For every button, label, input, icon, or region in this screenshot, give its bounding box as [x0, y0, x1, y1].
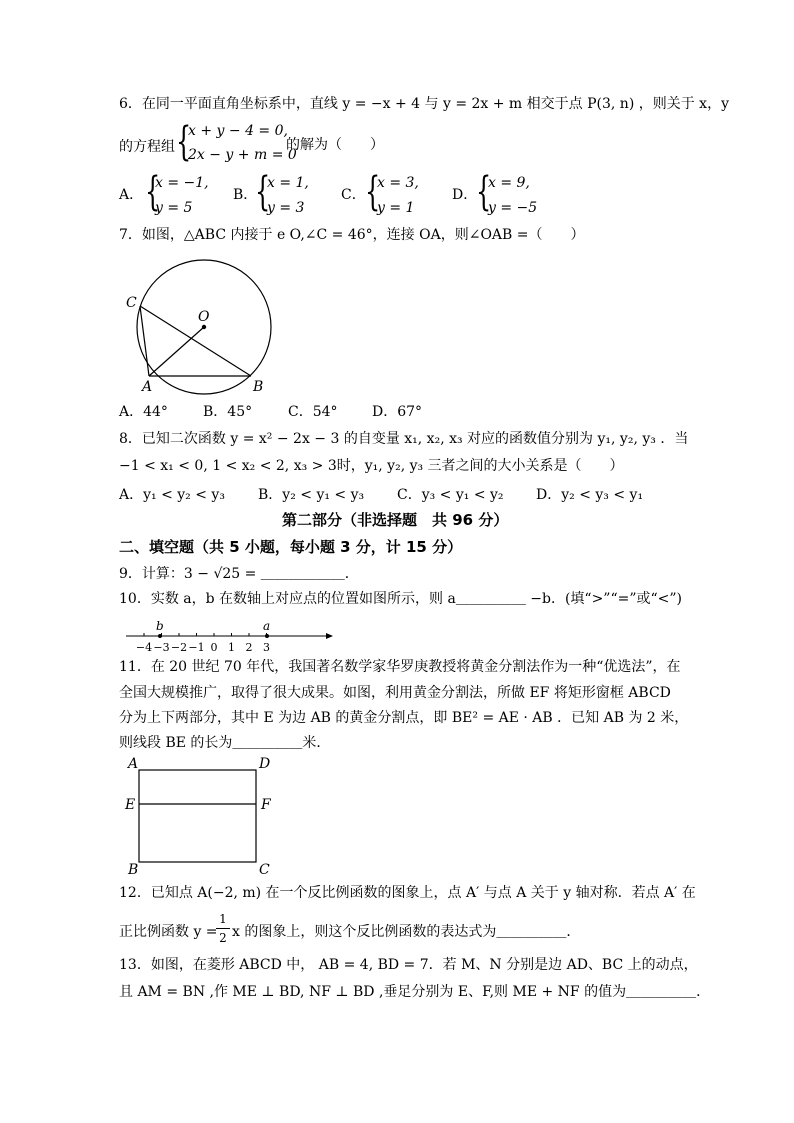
q6-option-d-brace: {: [476, 169, 492, 215]
segment-cb: [140, 306, 251, 376]
label-a: A: [128, 756, 139, 772]
q13-line2: 且 AM = BN ,作 ME ⊥ BD, NF ⊥ BD ,垂足分别为 E、F,则 ME + NF 的值为＿＿＿＿＿．: [119, 984, 711, 1000]
label-c: C: [126, 295, 137, 311]
label-b: B: [253, 379, 264, 395]
q12-frac-num: 1: [219, 912, 227, 926]
q6-option-a-brace: {: [145, 169, 161, 215]
q12-frac-den: 2: [219, 931, 227, 945]
q6-option-a-x: x = −1,: [155, 175, 209, 191]
label-f: F: [261, 797, 271, 813]
q12-line2-suffix: x 的图象上，则这个反比例函数的表达式为＿＿＿＿＿．: [232, 924, 581, 940]
label-e: E: [125, 797, 136, 813]
q11-line1: 11．在 20 世纪 70 年代，我国著名数学家华罗庚教授将黄金分割法作为一种“优选法”，在: [119, 659, 681, 675]
q7-option-a: A．44°: [119, 404, 168, 420]
q13-line1: 13．如图，在菱形 ABCD 中， AB = 4, BD = 7．若 M、N 分别是边 AD、BC 上的动点，: [119, 957, 698, 973]
q6-system-suffix: 的解为（ ）: [286, 137, 384, 153]
tick-label: 0: [210, 641, 218, 654]
q8-line1: 8．已知二次函数 y = x² − 2x − 3 的自变量 x₁, x₂, x₃ 对应的函数值分别为 y₁, y₂, y₃ ．当: [119, 431, 689, 447]
q6-eq2: 2x − y + m = 0: [188, 147, 297, 163]
q10-stem: 10．实数 a，b 在数轴上对应点的位置如图所示，则 a＿＿＿＿＿ −b．(填“>”“=”或“<”): [119, 591, 683, 607]
point-a-label: a: [263, 619, 271, 633]
segment-ca: [140, 306, 149, 376]
q11-rectangle-figure: [120, 752, 280, 880]
segment-oa: [149, 327, 204, 376]
tick-label: 1: [228, 641, 235, 654]
q11-line2: 全国大规模推广，取得了很大成果。如图，利用黄金分割法，所做 EF 将矩形窗框 ABCD: [119, 685, 671, 701]
tick-label: −4: [135, 641, 153, 654]
q6-option-b-x: x = 1,: [267, 175, 309, 191]
q6-option-d-x: x = 9,: [488, 175, 530, 191]
tick-label: 2: [245, 641, 253, 654]
q8-option-b: B．y₂ < y₁ < y₃: [258, 487, 365, 503]
point-b-label: b: [156, 619, 164, 633]
q6-line1: 6．在同一平面直角坐标系中，直线 y = −x + 4 与 y = 2x + m 相交于点 P(3, n) ，则关于 x，y: [119, 96, 729, 112]
q6-option-c-y: y = 1: [377, 200, 415, 216]
q6-system-prefix: 的方程组: [119, 139, 175, 155]
q8-option-a: A．y₁ < y₂ < y₃: [119, 487, 225, 503]
tick-label: −1: [188, 641, 205, 654]
q6-option-d-y: y = −5: [488, 200, 538, 216]
tick-label: −3: [153, 641, 170, 654]
q6-system-brace: {: [176, 119, 192, 165]
label-a: A: [142, 379, 153, 395]
q7-option-c: C．54°: [288, 404, 338, 420]
q6-eq1: x + y − 4 = 0,: [188, 123, 288, 139]
point-a: [265, 634, 269, 638]
part2-title: 第二部分（非选择题 共 96 分）: [282, 511, 509, 529]
label-b: B: [128, 862, 139, 878]
number-line-arrow: [326, 633, 333, 639]
q6-option-b-label: B．: [233, 187, 258, 203]
point-b: [158, 634, 162, 638]
q6-option-c-brace: {: [365, 169, 381, 215]
q12-frac-bar: [216, 928, 230, 929]
label-d: D: [259, 756, 271, 772]
q7-circle-figure: [120, 255, 280, 395]
q11-line3: 分为上下两部分，其中 E 为边 AB 的黄金分割点，即 BE² = AE · AB ．已知 AB 为 2 米，: [119, 710, 689, 726]
q9-text: 9．计算：3 − √25 = ＿＿＿＿＿＿．: [119, 566, 359, 582]
tick-label: 3: [263, 641, 270, 654]
q6-option-a-y: y = 5: [155, 200, 193, 216]
rectangle-abcd: [139, 770, 256, 862]
q12-line1: 12．已知点 A(−2, m) 在一个反比例函数的图象上，点 A′ 与点 A 关于 y 轴对称．若点 A′ 在: [119, 885, 696, 901]
tick-label: −2: [170, 641, 188, 654]
q6-option-a-label: A．: [119, 187, 144, 203]
center-point-o: [202, 325, 206, 329]
label-c: C: [259, 862, 270, 878]
q7-stem: 7．如图，△ABC 内接于 e O,∠C = 46°，连接 OA，则∠OAB =（ ）: [119, 227, 585, 243]
q11-line4: 则线段 BE 的长为＿＿＿＿＿米．: [119, 735, 331, 751]
q6-option-b-y: y = 3: [267, 200, 305, 216]
q6-option-d-label: D．: [452, 187, 478, 203]
q8-option-d: D．y₂ < y₃ < y₁: [536, 487, 644, 503]
label-o: O: [198, 309, 210, 325]
q6-option-c-x: x = 3,: [377, 175, 419, 191]
q12-line2-prefix: 正比例函数 y =: [119, 924, 218, 940]
q8-line2: −1 < x₁ < 0, 1 < x₂ < 2, x₃ > 3时，y₁, y₂, y₃ 三者之间的大小关系是（ ）: [119, 458, 624, 474]
q8-option-c: C．y₃ < y₁ < y₂: [397, 487, 504, 503]
q6-option-b-brace: {: [255, 169, 271, 215]
q6-option-c-label: C．: [341, 187, 366, 203]
q7-option-b: B．45°: [203, 404, 253, 420]
section2-title: 二、填空题（共 5 小题，每小题 3 分，计 15 分）: [119, 538, 463, 556]
q10-number-line: [120, 616, 335, 658]
q7-option-d: D．67°: [372, 404, 423, 420]
